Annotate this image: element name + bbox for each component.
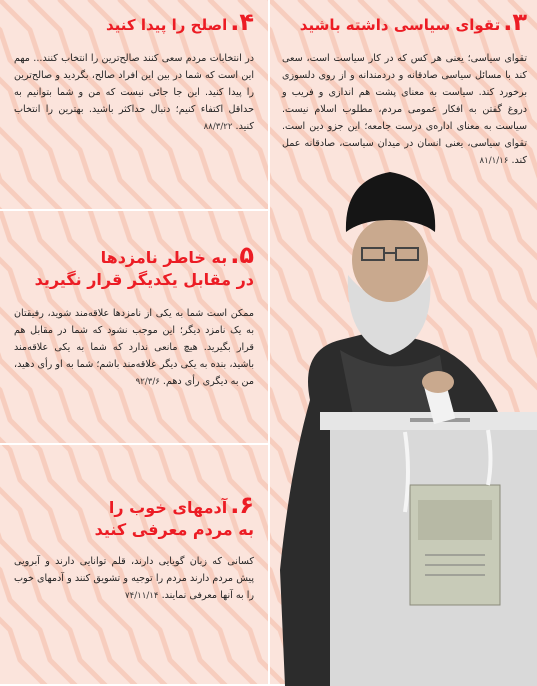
section-4-title <box>14 8 254 36</box>
section-4-number: ۴. <box>230 8 254 36</box>
box-notice-inner <box>418 500 492 540</box>
section-4-date: ۸۸/۳/۲۲ <box>203 122 233 132</box>
section-3-body-text: تقوای سیاسی؛ یعنی هر کس که در کار سیاست است، سعی کند با مسائل سیاسی صادقانه و دردمندانه و از روی دلسوزی برخورد کند. سیاست به معنای پشت هم اندازی و فریب و دروغ گفتن به افکار عمومی مردم، مطلوب اسلام نیست. سیاست به معنای اداره‌ی درست جامعه؛ این جزو دین است. تقوای سیاسی، یعنی انسان در میدان سیاست، صادقانه عمل کند. <box>282 53 527 166</box>
section-divider-left-2 <box>0 443 268 445</box>
section-6-date: ۷۴/۱۱/۱۴ <box>125 591 159 601</box>
section-3-title-text: تقوای سیاسی داشته باشید <box>299 16 501 34</box>
section-3-number: ۳. <box>503 8 527 36</box>
section-6-body <box>14 553 254 605</box>
section-3-body <box>282 50 527 170</box>
section-4-title-text: اصلح را پیدا کنید <box>106 16 228 34</box>
section-5-number: ۵. <box>230 241 254 269</box>
section-5-title-line1: ۵.به خاطر نامزدها <box>100 241 254 269</box>
section-3-date: ۸۱/۱/۱۶ <box>479 156 509 166</box>
section-5 <box>14 241 254 391</box>
section-3-title <box>282 8 527 36</box>
section-5-date: ۹۲/۳/۶ <box>135 377 160 387</box>
section-6-body-text: کسانی که زبان گویایی دارند، قلم توانایی دارند و آبرویی پیش مردم دارند مردم را توجیه و تشویق کنند و آدمهای خوب را به آنها معرفی نمایند. <box>14 556 254 601</box>
section-6-title <box>14 491 254 541</box>
section-divider-left-1 <box>0 209 268 211</box>
section-4 <box>14 8 254 136</box>
section-3 <box>282 8 527 170</box>
section-5-body <box>14 305 254 391</box>
section-5-body-text: ممکن است شما به یکی از نامزدها علاقه‌مند شوید، رفیقتان به یک نامزد دیگر؛ این موجب نشود که شما در مقابل هم قرار بگیرید. هیچ مانعی ندارد که شما به یکی علاقه‌مند باشید، بنده به یکی دیگر علاقه‌مند باشم؛ شما به او رأی دهید، من به دیگری رأی دهم. <box>14 308 254 387</box>
hand-shape <box>422 371 454 393</box>
section-6 <box>14 491 254 605</box>
section-4-body-text: در انتخابات مردم سعی کنند صالح‌ترین را انتخاب کنند... مهم این است که شما در بین این افراد صالح، بگردید و صالح‌ترین را پیدا کنید. این جا جائی نیست که من و شما بتوانیم به حداقل اکتفاء کنیم؛ دنبال حداکثر باشید. بهترین را انتخاب کنید. <box>14 53 254 132</box>
section-6-title-line1: ۶.آدمهای خوب را <box>108 491 254 519</box>
section-6-number: ۶. <box>230 491 254 519</box>
section-5-title-line2: در مقابل یکدیگر قرار نگیرید <box>34 270 254 289</box>
section-6-title-line2: به مردم معرفی کنید <box>94 520 254 539</box>
voting-photo <box>270 150 537 686</box>
section-5-title <box>14 241 254 291</box>
section-4-body <box>14 50 254 136</box>
